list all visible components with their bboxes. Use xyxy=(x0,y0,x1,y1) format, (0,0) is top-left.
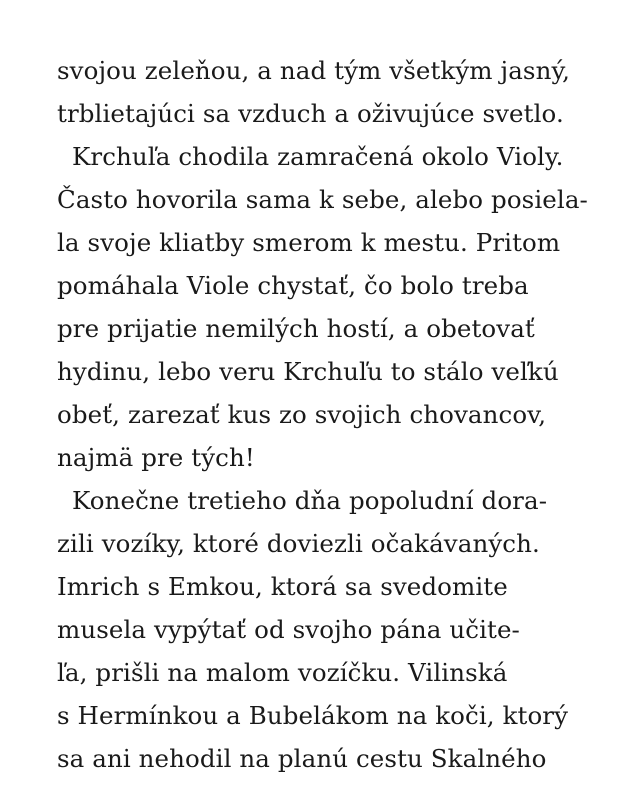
text-line-4: Často hovorila sama k sebe, alebo posiela- xyxy=(57,185,588,214)
text-line-2: trblietajúci sa vzduch a oživujúce svetlo. xyxy=(57,99,564,128)
text-line-12: zili vozíky, ktoré doviezli očakávaných. xyxy=(57,529,540,558)
text-line-15: ľa, prišli na malom vozíčku. Vilinská xyxy=(57,658,508,687)
text-line-13: Imrich s Emkou, ktorá sa svedomite xyxy=(57,572,508,601)
text-line-6: pomáhala Viole chystať, čo bolo treba xyxy=(57,271,529,300)
text-line-1: svojou zeleňou, a nad tým všetkým jasný, xyxy=(57,56,571,85)
text-line-14: musela vypýtať od svojho pána učite- xyxy=(57,615,520,644)
text-line-11: Konečne tretieho dňa popoludní dora- xyxy=(72,486,548,515)
text-line-5: la svoje kliatby smerom k mestu. Pritom xyxy=(57,228,561,257)
text-line-9: obeť, zarezať kus zo svojich chovancov, xyxy=(57,400,547,429)
text-line-3: Krchuľa chodila zamračená okolo Violy. xyxy=(72,142,564,171)
text-line-10: najmä pre tých! xyxy=(57,443,255,472)
text-line-8: hydinu, lebo veru Krchuľu to stálo veľkú xyxy=(57,357,559,386)
text-line-7: pre prijatie nemilých hostí, a obetovať xyxy=(57,314,535,343)
text-line-16: s Hermínkou a Bubelákom na koči, ktorý xyxy=(57,701,569,730)
text-line-17: sa ani nehodil na planú cestu Skalného xyxy=(57,744,547,773)
